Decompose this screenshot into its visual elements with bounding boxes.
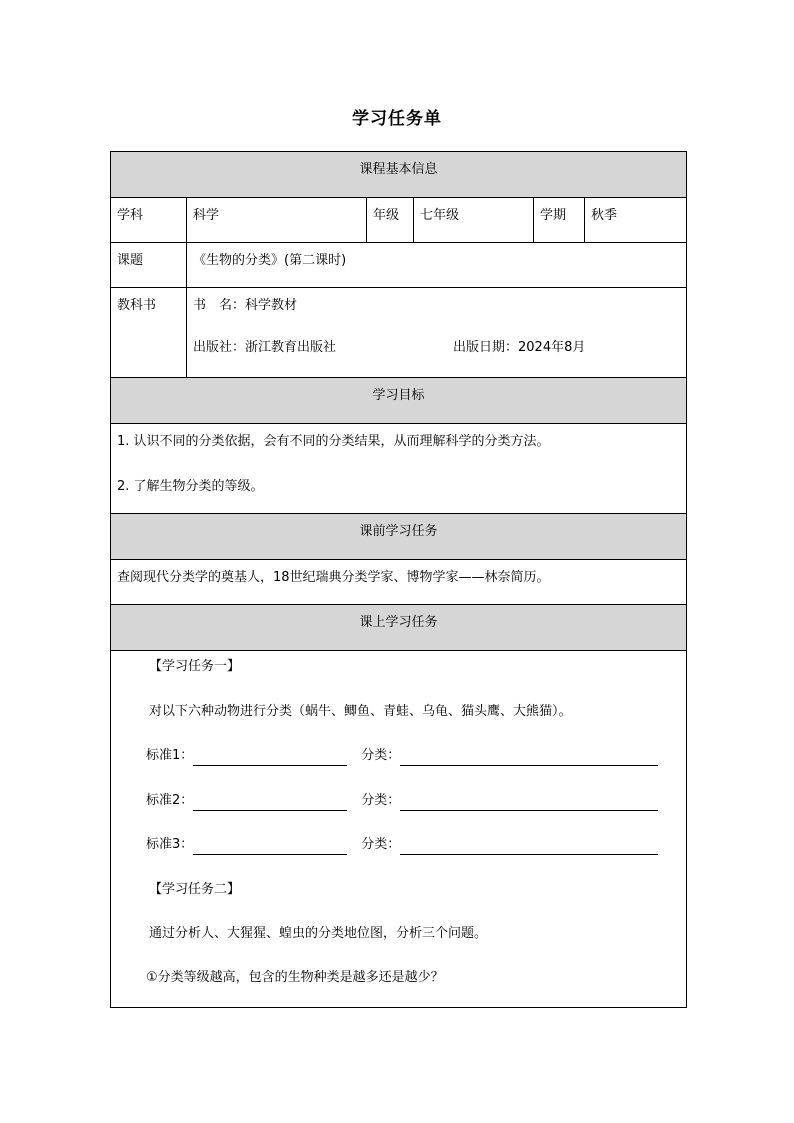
criterion-label: 标准1： xyxy=(146,748,194,763)
task-sheet-table xyxy=(110,151,687,1008)
textbook-label: 教科书 xyxy=(111,288,187,377)
pre-class-row xyxy=(111,560,686,605)
criterion-row xyxy=(146,791,658,811)
objectives-row xyxy=(111,424,686,514)
classification-label: 分类： xyxy=(361,837,401,852)
book-publisher: 出版社：浙江教育出版社 xyxy=(193,340,337,355)
objective-item: 2. 了解生物分类的等级。 xyxy=(117,479,264,494)
in-class-header: 课上学习任务 xyxy=(111,605,686,650)
classification-blank[interactable] xyxy=(400,793,658,811)
subject-label: 学科 xyxy=(111,198,187,242)
criterion-blank[interactable] xyxy=(193,793,347,811)
objectives-header: 学习目标 xyxy=(111,378,686,423)
criterion-row xyxy=(146,835,658,855)
criterion-blank[interactable] xyxy=(193,748,347,766)
document-title: 学习任务单 xyxy=(352,109,442,129)
criterion-label: 标准3： xyxy=(146,837,194,852)
objectives-header-row xyxy=(111,378,686,424)
objectives-list xyxy=(111,424,686,513)
basic-info-header-row xyxy=(111,152,686,198)
subject-row xyxy=(111,198,686,243)
in-class-content xyxy=(111,651,686,1007)
topic-value: 《生物的分类》(第二课时) xyxy=(193,253,347,268)
term-value: 秋季 xyxy=(591,208,618,223)
term-label: 学期 xyxy=(534,198,585,242)
textbook-row xyxy=(111,288,686,378)
objective-item: 1. 认识不同的分类依据，会有不同的分类结果，从而理解科学的分类方法。 xyxy=(117,434,550,449)
book-publish-line xyxy=(193,338,680,358)
criterion-row xyxy=(146,746,658,766)
task1-text: 对以下六种动物进行分类（蜗牛、鲫鱼、青蛙、乌龟、猫头鹰、大熊猫）。 xyxy=(149,704,572,719)
grade-label: 年级 xyxy=(367,198,414,242)
classification-label: 分类： xyxy=(361,748,401,763)
task2-text: 通过分析人、大猩猩、蝗虫的分类地位图，分析三个问题。 xyxy=(149,926,488,941)
criterion-label: 标准2： xyxy=(146,793,194,808)
grade-value: 七年级 xyxy=(414,198,534,242)
classification-blank[interactable] xyxy=(400,748,658,766)
in-class-header-row xyxy=(111,605,686,651)
book-publish-date: 出版日期：2024年8月 xyxy=(453,340,586,355)
topic-label: 课题 xyxy=(111,243,187,287)
subject-value: 科学 xyxy=(187,198,367,242)
task2-title: 【学习任务二】 xyxy=(149,882,241,897)
pre-class-header-row xyxy=(111,514,686,560)
basic-info-header: 课程基本信息 xyxy=(111,152,686,197)
textbook-info xyxy=(187,288,686,377)
task1-title: 【学习任务一】 xyxy=(149,659,241,674)
criterion-blank[interactable] xyxy=(193,837,347,855)
in-class-row xyxy=(111,651,686,1007)
pre-class-text: 查阅现代分类学的奠基人，18世纪瑞典分类学家、博物学家——林奈简历。 xyxy=(117,570,550,585)
pre-class-header: 课前学习任务 xyxy=(111,514,686,559)
classification-label: 分类： xyxy=(361,793,401,808)
classification-blank[interactable] xyxy=(400,837,658,855)
book-name: 书 名：科学教材 xyxy=(193,298,298,313)
question-1: ①分类等级越高，包含的生物种类是越多还是越少？ xyxy=(146,970,444,985)
topic-row xyxy=(111,243,686,288)
